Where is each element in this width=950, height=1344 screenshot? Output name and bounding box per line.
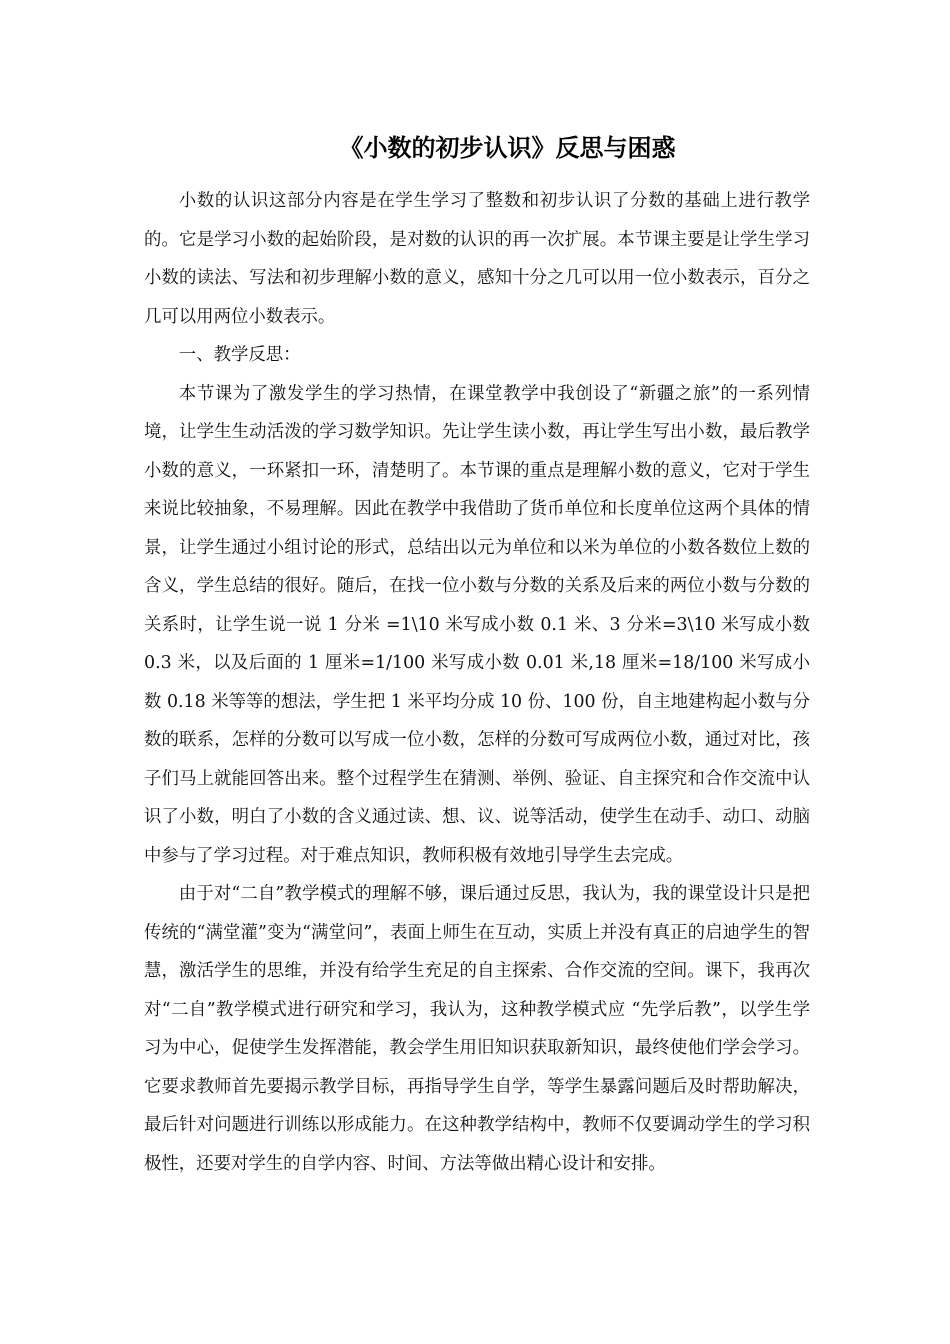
paragraph-teaching-model: 由于对“二自”教学模式的理解不够，课后通过反思，我认为，我的课堂设计只是把传统的“满堂灌”变为“满堂问”，表面上师生在互动，实质上并没有真正的启迪学生的智慧，激活学生的思维，并没有给学生充足的自主探索、合作交流的空间。课下，我再次对“二自”教学模式进行研究和学习，我认为，这种教学模式应 “先学后教”，以学生学习为中心，促使学生发挥潜能，教会学生用旧知识获取新知识，最终使他们学会学习。它要求教师首先要揭示教学目标，再指导学生自学，等学生暴露问题后及时帮助解决，最后针对问题进行训练以形成能力。在这种教学结构中，教师不仅要调动学生的学习积极性，还要对学生的自学内容、时间、方法等做出精心设计和安排。 (144, 884, 810, 1174)
section-heading-teaching-reflection: 一、教学反思： (178, 345, 301, 365)
paragraph-intro: 小数的认识这部分内容是在学生学习了整数和初步认识了分数的基础上进行教学的。它是学习小数的起始阶段，是对数的认识的再一次扩展。本节课主要是让学生学习小数的读法、写法和初步理解小数的意义，感知十分之几可以用一位小数表示，百分之几可以用两位小数表示。 (144, 191, 810, 327)
document-body (144, 182, 810, 1183)
document-title: 《小数的初步认识》反思与困惑 (339, 134, 676, 162)
paragraph-reflection: 本节课为了激发学生的学习热情，在课堂教学中我创设了“新疆之旅”的一系列情境，让学生生动活泼的学习数学知识。先让学生读小数，再让学生写出小数，最后教学小数的意义，一环紧扣一环，清楚明了。本节课的重点是理解小数的意义，它对于学生来说比较抽象，不易理解。因此在教学中我借助了货币单位和长度单位这两个具体的情景，让学生通过小组讨论的形式，总结出以元为单位和以米为单位的小数各数位上数的含义，学生总结的很好。随后，在找一位小数与分数的关系及后来的两位小数与分数的关系时，让学生说一说 1 分米 =1\10 米写成小数 0.1 米、3 分米=3\10 米写成小数 0.3 米，以及后面的 1 厘米=1/100 米写成小数 0.01 米,18 厘米=18/100 米写成小数 0.18 米等等的想法，学生把 1 米平均分成 10 份、100 份，自主地建构起小数与分数的联系，怎样的分数可以写成一位小数，怎样的分数可写成两位小数，通过对比，孩子们马上就能回答出来。整个过程学生在猜测、举例、验证、自主探究和合作交流中认识了小数，明白了小数的含义通过读、想、议、说等活动，使学生在动手、动口、动脑中参与了学习过程。对于难点知识，教师积极有效地引导学生去完成。 (144, 383, 810, 866)
